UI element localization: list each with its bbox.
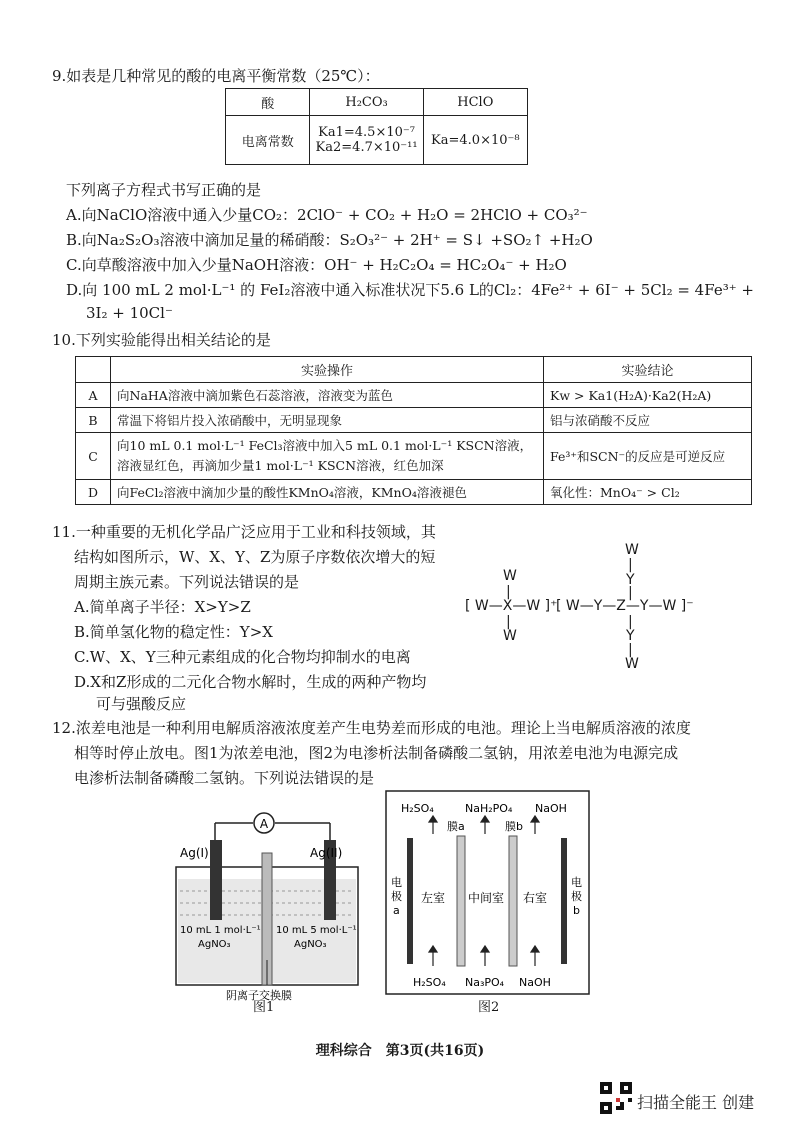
electrode-ag-i xyxy=(210,840,222,920)
q11-option-a: A.简单离子半径：X>Y>Z xyxy=(74,598,251,616)
label-left-salt: AgNO₃ xyxy=(198,939,231,950)
table-row xyxy=(76,383,752,408)
ka1: Ka1=4.5×10⁻⁷ xyxy=(318,125,415,140)
q9-constants-table xyxy=(225,88,528,165)
label-membrane-a: 膜a xyxy=(447,820,465,833)
label-bottom-naoh: NaOH xyxy=(519,976,551,989)
header-conclusion: 实验结论 xyxy=(544,357,752,383)
svg-text:A: A xyxy=(259,817,269,831)
row-operation: 向10 mL 0.1 mol·L⁻¹ FeCl₃溶液中加入5 mL 0.1 mol·L⁻¹ KSCN溶液，溶液显红色，再滴加少量1 mol·L⁻¹ KSCN溶液，红色加深 xyxy=(111,433,544,480)
q11-option-d-line2: 可与强酸反应 xyxy=(96,695,187,713)
q11-line2: 结构如图所示，W、X、Y、Z为原子序数依次增大的短 xyxy=(74,548,436,566)
header-operation: 实验操作 xyxy=(111,357,544,383)
q9-option-a: A.向NaClO溶液中通入少量CO₂：2ClO⁻ + CO₂ + H₂O = 2HClO + CO₃²⁻ xyxy=(66,206,588,224)
hclo-ka: Ka=4.0×10⁻⁸ xyxy=(423,116,527,165)
q9-option-b: B.向Na₂S₂O₃溶液中滴加足量的稀硝酸：S₂O₃²⁻ + 2H⁺ = S↓ +SO₂↑ +H₂O xyxy=(66,231,593,249)
table-row xyxy=(76,408,752,433)
cation-formula: [ W—X—W ]⁺ xyxy=(465,598,558,614)
label-right-solution: 10 mL 5 mol·L⁻¹ xyxy=(276,925,357,936)
row-key: B xyxy=(76,408,111,433)
header-acid: 酸 xyxy=(226,89,310,116)
label-right-salt: AgNO₃ xyxy=(294,939,327,950)
bond-vertical: | xyxy=(628,557,633,573)
figure-1-caption: 图1 xyxy=(253,1000,275,1015)
h2co3-constants xyxy=(310,116,423,165)
svg-text:电: 电 xyxy=(391,876,402,889)
label-top-h2so4: H₂SO₄ xyxy=(401,802,434,815)
label-membrane-b: 膜b xyxy=(505,820,523,833)
q9-option-d-line2: 3I₂ + 10Cl⁻ xyxy=(86,304,173,322)
row-key: A xyxy=(76,383,111,408)
atom-y: Y xyxy=(626,628,635,644)
membrane-a xyxy=(457,836,465,966)
q12-line1: 12.浓差电池是一种利用电解质溶液浓度差产生电势差而形成的电池。理论上当电解质溶液的浓度 xyxy=(52,719,691,737)
svg-text:极: 极 xyxy=(391,890,402,903)
electrode-a xyxy=(407,838,413,964)
row-operation: 向FeCl₂溶液中滴加少量的酸性KMnO₄溶液，KMnO₄溶液褪色 xyxy=(111,480,544,505)
row-conclusion: Fe³⁺和SCN⁻的反应是可逆反应 xyxy=(544,433,752,480)
q11-line1: 11.一种重要的无机化学品广泛应用于工业和科技领域，其 xyxy=(52,523,436,541)
svg-text:b: b xyxy=(573,904,580,917)
bond-vertical: | xyxy=(506,614,511,630)
q12-line2: 相等时停止放电。图1为浓差电池，图2为电渗析法制备磷酸二氢钠，用浓差电池为电源完成 xyxy=(74,744,679,762)
label-top-nah2po4: NaH₂PO₄ xyxy=(465,802,513,815)
svg-text:a: a xyxy=(393,904,400,917)
row-operation: 常温下将铝片投入浓硝酸中，无明显现象 xyxy=(111,408,544,433)
q11-option-b: B.简单氢化物的稳定性：Y>X xyxy=(74,623,273,641)
atom-w: W xyxy=(625,542,639,558)
row-conclusion: 铝与浓硝酸不反应 xyxy=(544,408,752,433)
figure-2-electrodialysis xyxy=(385,790,590,995)
figure-1-concentration-cell xyxy=(160,795,370,1005)
label-left-solution: 10 mL 1 mol·L⁻¹ xyxy=(180,925,261,936)
page-footer: 理科综合 第3页(共16页) xyxy=(315,1043,485,1059)
q11-line3: 周期主族元素。下列说法错误的是 xyxy=(74,573,300,591)
ka2: Ka2=4.7×10⁻¹¹ xyxy=(315,140,418,155)
label-right-room: 右室 xyxy=(523,891,548,905)
q9-option-d-line1: D.向 100 mL 2 mol·L⁻¹ 的 FeI₂溶液中通入标准状况下5.6 L的Cl₂：4Fe²⁺ + 6I⁻ + 5Cl₂ = 4Fe³⁺ + xyxy=(66,281,754,299)
bond-vertical: | xyxy=(506,584,511,600)
label-left-room: 左室 xyxy=(421,891,446,905)
row-key: D xyxy=(76,480,111,505)
q9-stem: 9.如表是几种常见的酸的电离平衡常数（25℃）： xyxy=(52,67,380,85)
q9-prompt: 下列离子方程式书写正确的是 xyxy=(66,181,262,199)
label-ag-ii: Ag(II) xyxy=(310,846,343,860)
scanner-watermark: 扫描全能王 创建 xyxy=(637,1093,755,1112)
q11-option-d-line1: D.X和Z形成的二元化合物水解时，生成的两种产物均 xyxy=(74,673,427,691)
table-row xyxy=(76,480,752,505)
label-bottom-h2so4: H₂SO₄ xyxy=(413,976,446,989)
q10-experiment-table xyxy=(75,356,752,505)
figure-2-caption: 图2 xyxy=(478,1000,500,1015)
q11-option-c: C.W、X、Y三种元素组成的化合物均抑制水的电离 xyxy=(74,648,411,666)
row-label: 电离常数 xyxy=(226,116,310,165)
table-row xyxy=(76,433,752,480)
ammeter xyxy=(215,813,330,833)
qr-code-icon xyxy=(600,1082,632,1114)
row-conclusion: Kw > Ka1(H₂A)·Ka2(H₂A) xyxy=(544,383,752,408)
atom-w: W xyxy=(503,628,517,644)
label-bottom-na3po4: Na₃PO₄ xyxy=(465,976,505,989)
bond-vertical: | xyxy=(628,642,633,658)
header-h2co3: H₂CO₃ xyxy=(310,89,423,116)
row-conclusion: 氧化性：MnO₄⁻ > Cl₂ xyxy=(544,480,752,505)
header-hclo: HClO xyxy=(423,89,527,116)
row-key: C xyxy=(76,433,111,480)
label-ag-i: Ag(I) xyxy=(180,846,209,860)
label-middle-room: 中间室 xyxy=(468,891,505,905)
q12-line3: 电渗析法制备磷酸二氢钠。下列说法错误的是 xyxy=(74,769,375,787)
atom-w: W xyxy=(503,568,517,584)
bond-vertical: | xyxy=(628,585,633,601)
q10-stem: 10.下列实验能得出相关结论的是 xyxy=(52,331,271,349)
q9-option-c: C.向草酸溶液中加入少量NaOH溶液：OH⁻ + H₂C₂O₄ = HC₂O₄⁻ + H₂O xyxy=(66,256,567,274)
bond-vertical: | xyxy=(628,614,633,630)
label-top-naoh: NaOH xyxy=(535,802,567,815)
anion-formula: [ W—Y—Z—Y—W ]⁻ xyxy=(556,598,694,614)
electrode-b xyxy=(561,838,567,964)
atom-y: Y xyxy=(626,572,635,588)
svg-text:电: 电 xyxy=(571,876,582,889)
row-operation: 向NaHA溶液中滴加紫色石蕊溶液，溶液变为蓝色 xyxy=(111,383,544,408)
label-membrane: 阴离子交换膜 xyxy=(226,989,292,1002)
membrane-b xyxy=(509,836,517,966)
atom-w: W xyxy=(625,656,639,672)
svg-text:极: 极 xyxy=(571,890,582,903)
